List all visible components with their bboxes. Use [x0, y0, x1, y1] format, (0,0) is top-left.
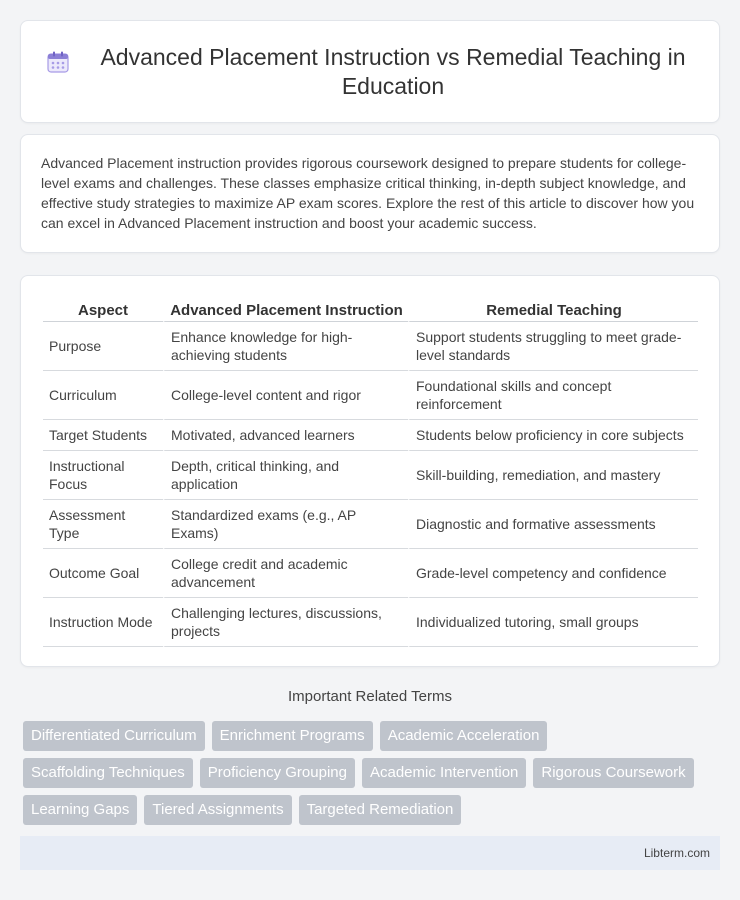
header-remedial-teaching: Remedial Teaching: [408, 298, 698, 322]
table-row: [43, 371, 698, 420]
table-cell: Standardized exams (e.g., AP Exams): [163, 500, 408, 549]
table-header-row: [43, 298, 698, 322]
tag-rigorous-coursework[interactable]: Rigorous Coursework: [533, 758, 693, 788]
related-terms-list: [20, 721, 720, 825]
tag-academic-acceleration[interactable]: Academic Acceleration: [380, 721, 548, 751]
related-terms-title: Important Related Terms: [288, 688, 452, 705]
table-cell: Motivated, advanced learners: [163, 420, 408, 451]
table-row: [43, 549, 698, 598]
page-title: Advanced Placement Instruction vs Remedial Teaching in Education: [100, 43, 686, 99]
table-cell: Diagnostic and formative assessments: [408, 500, 698, 549]
table-row: [43, 500, 698, 549]
table-cell: Foundational skills and concept reinforcement: [408, 371, 698, 420]
tag-enrichment-programs[interactable]: Enrichment Programs: [212, 721, 373, 751]
footer: [20, 836, 720, 870]
tag-learning-gaps[interactable]: Learning Gaps: [23, 795, 137, 825]
intro-paragraph: Advanced Placement instruction provides rigorous coursework designed to prepare students for college-level exams and challenges. These classes emphasize critical thinking, in-depth subject knowledge, and effective study strategies to maximize AP exam scores. Explore the rest of this article to discover how you can excel in Advanced Placement instruction and boost your academic success.: [41, 155, 695, 231]
table-cell: Assessment Type: [43, 500, 163, 549]
intro-card: [20, 134, 720, 253]
footer-brand-link[interactable]: Libterm.com: [643, 846, 710, 860]
calendar-icon: [47, 51, 69, 73]
table-cell: Individualized tutoring, small groups: [408, 598, 698, 647]
comparison-table-card: [20, 275, 720, 667]
table-cell: Curriculum: [43, 371, 163, 420]
table-cell: Challenging lectures, discussions, projects: [163, 598, 408, 647]
table-row: [43, 420, 698, 451]
table-cell: Purpose: [43, 322, 163, 371]
table-cell: Instruction Mode: [43, 598, 163, 647]
table-cell: College-level content and rigor: [163, 371, 408, 420]
table-row: [43, 598, 698, 647]
table-row: [43, 451, 698, 500]
table-cell: Target Students: [43, 420, 163, 451]
table-cell: Students below proficiency in core subjects: [408, 420, 698, 451]
comparison-table: [43, 298, 698, 647]
title-row: [47, 43, 693, 101]
tag-differentiated-curriculum[interactable]: Differentiated Curriculum: [23, 721, 205, 751]
tag-tiered-assignments[interactable]: Tiered Assignments: [144, 795, 291, 825]
table-cell: Enhance knowledge for high-achieving students: [163, 322, 408, 371]
header-aspect: Aspect: [43, 298, 163, 322]
table-cell: Skill-building, remediation, and mastery: [408, 451, 698, 500]
table-cell: College credit and academic advancement: [163, 549, 408, 598]
tag-proficiency-grouping[interactable]: Proficiency Grouping: [200, 758, 355, 788]
header-advanced-placement: Advanced Placement Instruction: [163, 298, 408, 322]
table-cell: Grade-level competency and confidence: [408, 549, 698, 598]
table-cell: Instructional Focus: [43, 451, 163, 500]
title-card: [20, 20, 720, 123]
table-cell: Support students struggling to meet grade-level standards: [408, 322, 698, 371]
tag-targeted-remediation[interactable]: Targeted Remediation: [299, 795, 462, 825]
table-cell: Depth, critical thinking, and application: [163, 451, 408, 500]
tag-scaffolding-techniques[interactable]: Scaffolding Techniques: [23, 758, 193, 788]
table-row: [43, 322, 698, 371]
tag-academic-intervention[interactable]: Academic Intervention: [362, 758, 526, 788]
table-cell: Outcome Goal: [43, 549, 163, 598]
